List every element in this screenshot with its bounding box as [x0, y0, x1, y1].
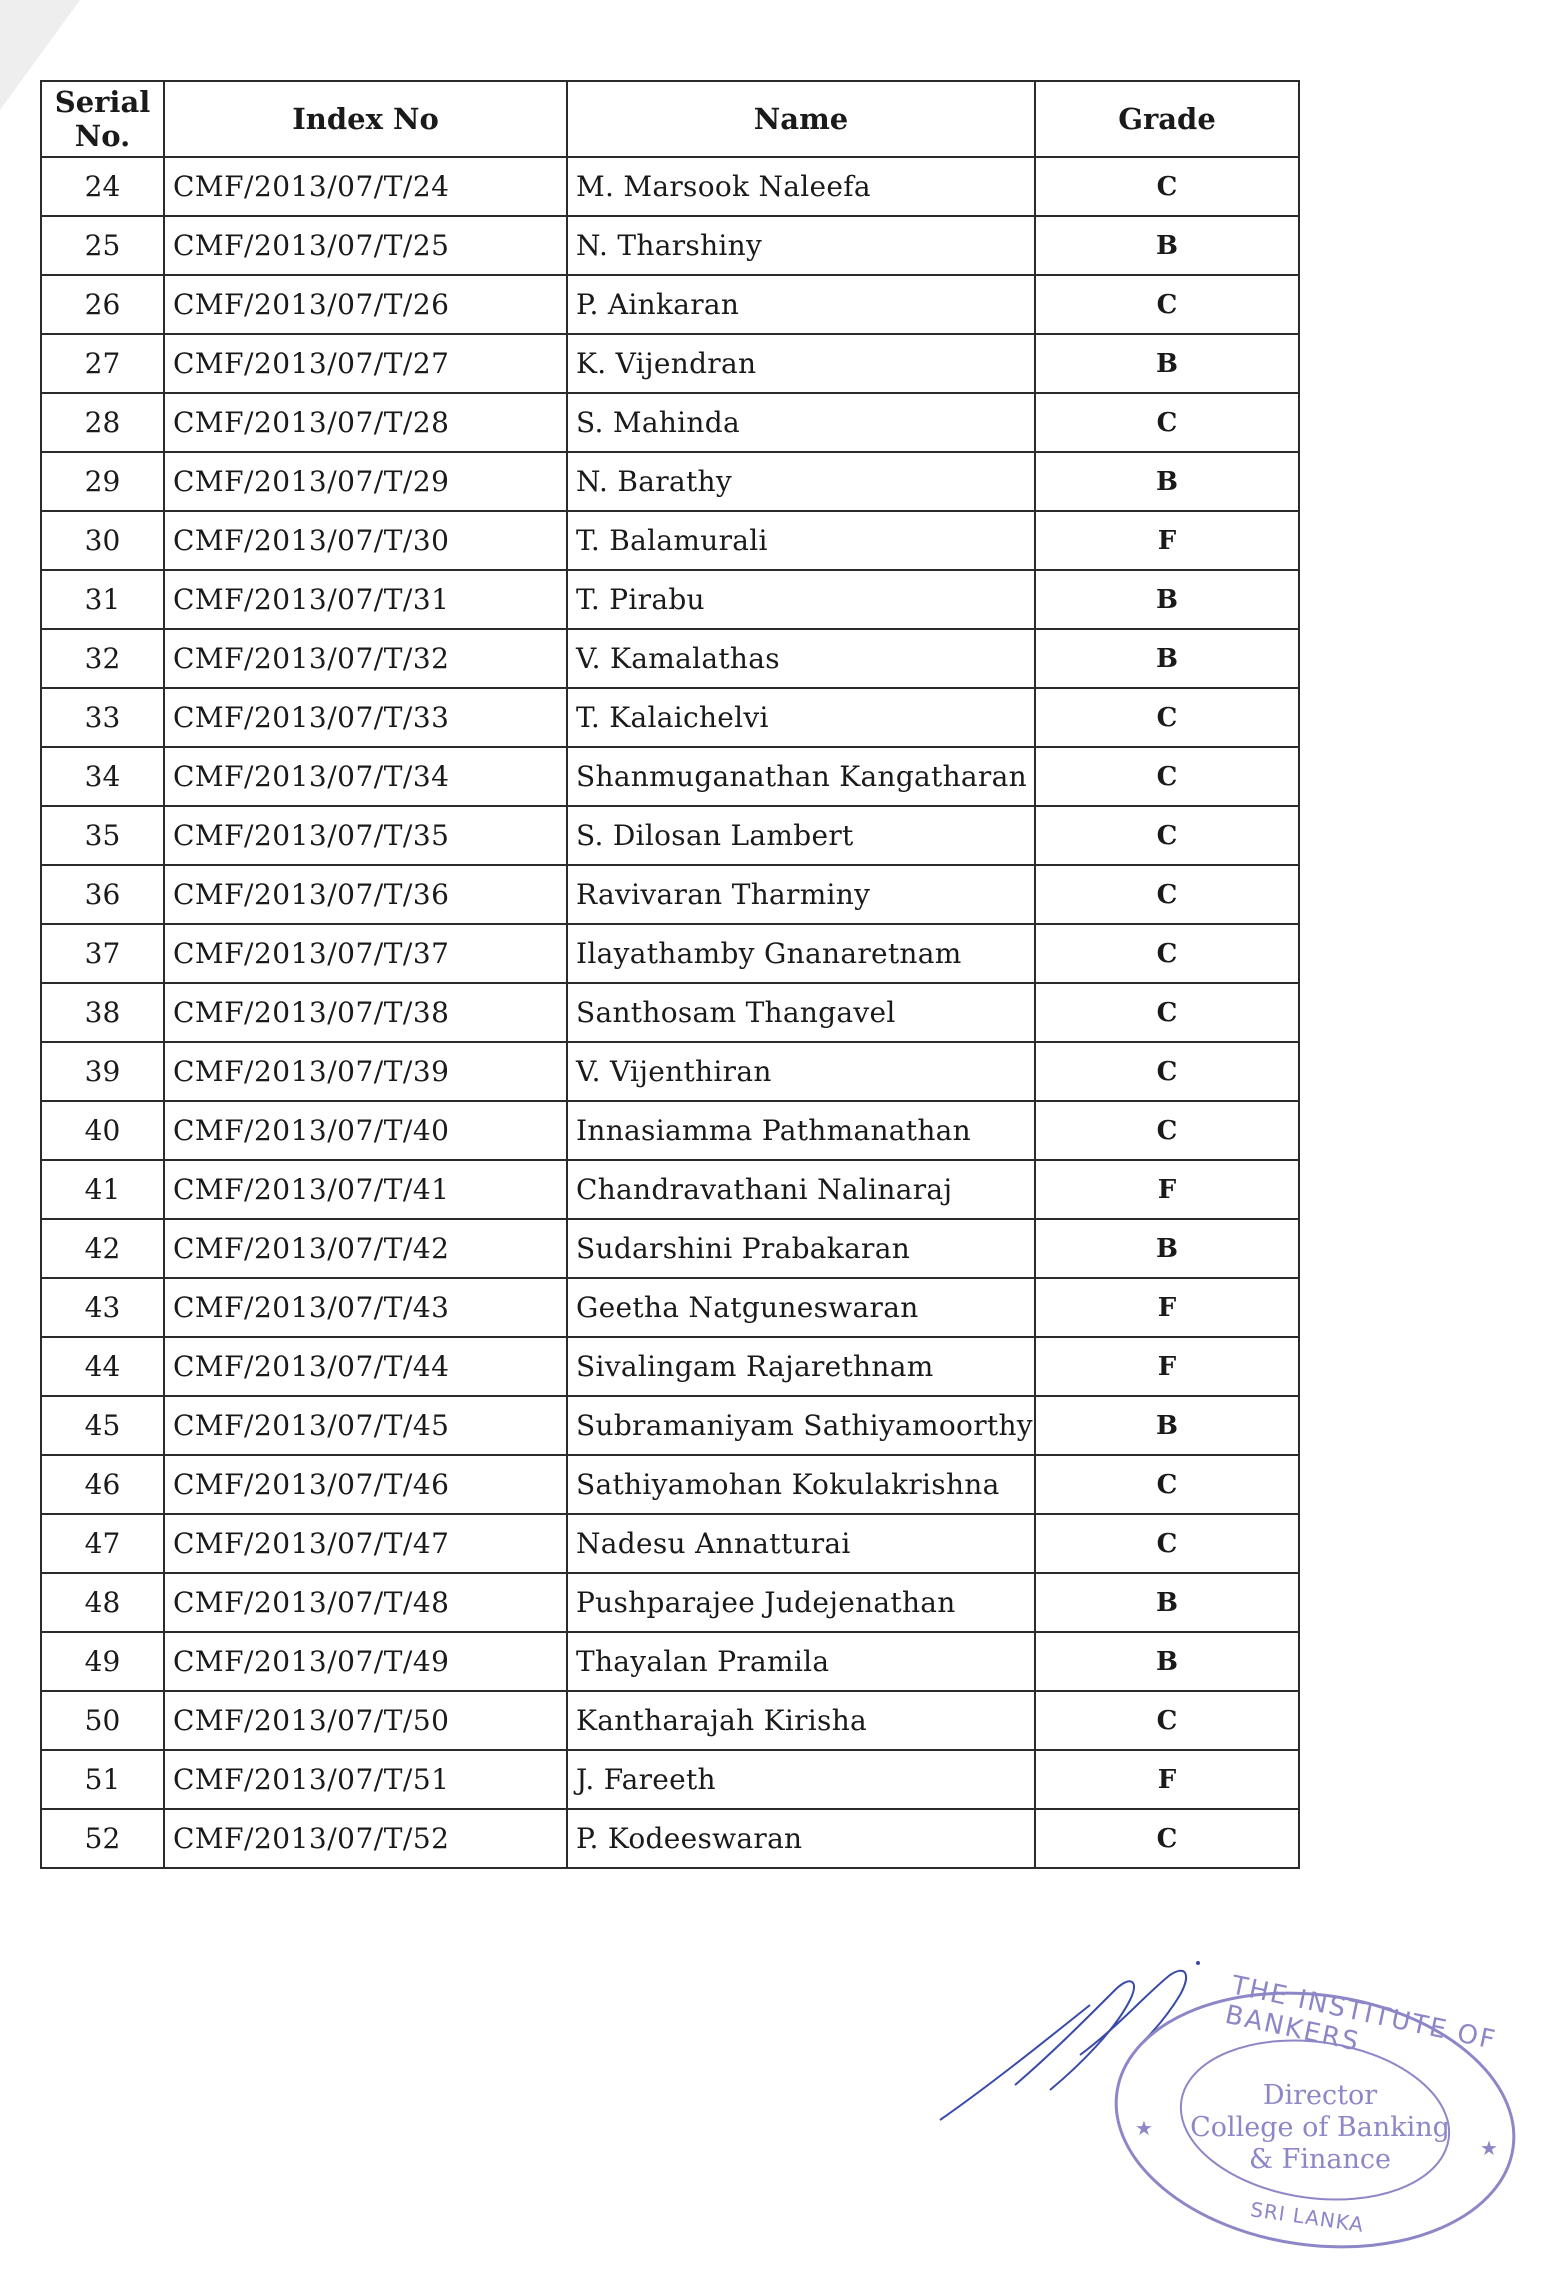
name-cell: V. Vijenthiran	[567, 1042, 1035, 1101]
table-row	[41, 629, 1299, 688]
name-cell: N. Barathy	[567, 452, 1035, 511]
serial-no-cell: 44	[41, 1337, 164, 1396]
grade-cell: B	[1035, 1219, 1299, 1278]
grade-results-table	[40, 80, 1300, 1869]
name-cell: Ilayathamby Gnanaretnam	[567, 924, 1035, 983]
table-row	[41, 747, 1299, 806]
index-no-cell: CMF/2013/07/T/46	[164, 1455, 567, 1514]
table-row	[41, 1278, 1299, 1337]
table-row	[41, 1691, 1299, 1750]
index-no-cell: CMF/2013/07/T/33	[164, 688, 567, 747]
grade-cell: B	[1035, 629, 1299, 688]
serial-no-cell: 47	[41, 1514, 164, 1573]
serial-no-cell: 43	[41, 1278, 164, 1337]
table-row	[41, 511, 1299, 570]
index-no-cell: CMF/2013/07/T/38	[164, 983, 567, 1042]
name-cell: Ravivaran Tharminy	[567, 865, 1035, 924]
stamp-outer-bottom-text: SRI LANKA	[1248, 2197, 1366, 2237]
name-cell: M. Marsook Naleefa	[567, 157, 1035, 216]
stamp-inner-text	[1190, 2080, 1450, 2176]
serial-no-cell: 41	[41, 1160, 164, 1219]
table-row	[41, 216, 1299, 275]
index-no-cell: CMF/2013/07/T/34	[164, 747, 567, 806]
name-cell: Nadesu Annatturai	[567, 1514, 1035, 1573]
table-row	[41, 1573, 1299, 1632]
index-no-cell: CMF/2013/07/T/36	[164, 865, 567, 924]
name-cell: Sathiyamohan Kokulakrishna	[567, 1455, 1035, 1514]
grade-cell: C	[1035, 1042, 1299, 1101]
serial-no-cell: 39	[41, 1042, 164, 1101]
grade-cell: B	[1035, 334, 1299, 393]
header-serial-no: Serial No.	[41, 81, 164, 157]
serial-no-cell: 24	[41, 157, 164, 216]
grade-cell: C	[1035, 1455, 1299, 1514]
stamp-outer-top-text: THE INSTITUTE OF BANKERS	[1222, 1970, 1500, 2058]
name-cell: Santhosam Thangavel	[567, 983, 1035, 1042]
grade-cell: F	[1035, 511, 1299, 570]
serial-no-cell: 26	[41, 275, 164, 334]
serial-no-cell: 36	[41, 865, 164, 924]
index-no-cell: CMF/2013/07/T/40	[164, 1101, 567, 1160]
serial-no-cell: 48	[41, 1573, 164, 1632]
table-row	[41, 806, 1299, 865]
grade-cell: B	[1035, 216, 1299, 275]
header-grade: Grade	[1035, 81, 1299, 157]
table-row	[41, 570, 1299, 629]
grade-cell: C	[1035, 865, 1299, 924]
grade-cell: C	[1035, 688, 1299, 747]
name-cell: P. Ainkaran	[567, 275, 1035, 334]
index-no-cell: CMF/2013/07/T/29	[164, 452, 567, 511]
index-no-cell: CMF/2013/07/T/47	[164, 1514, 567, 1573]
name-cell: Pushparajee Judejenathan	[567, 1573, 1035, 1632]
grade-cell: C	[1035, 1809, 1299, 1868]
table-row	[41, 1337, 1299, 1396]
grade-cell: C	[1035, 393, 1299, 452]
name-cell: V. Kamalathas	[567, 629, 1035, 688]
name-cell: T. Kalaichelvi	[567, 688, 1035, 747]
index-no-cell: CMF/2013/07/T/27	[164, 334, 567, 393]
svg-text:★: ★	[1135, 2116, 1153, 2140]
index-no-cell: CMF/2013/07/T/49	[164, 1632, 567, 1691]
grade-cell: B	[1035, 1396, 1299, 1455]
grade-cell: C	[1035, 806, 1299, 865]
serial-no-cell: 46	[41, 1455, 164, 1514]
name-cell: T. Balamurali	[567, 511, 1035, 570]
stamp-line-finance: & Finance	[1249, 2144, 1391, 2175]
name-cell: S. Dilosan Lambert	[567, 806, 1035, 865]
index-no-cell: CMF/2013/07/T/28	[164, 393, 567, 452]
name-cell: P. Kodeeswaran	[567, 1809, 1035, 1868]
header-name: Name	[567, 81, 1035, 157]
table-row	[41, 452, 1299, 511]
name-cell: Geetha Natguneswaran	[567, 1278, 1035, 1337]
grade-cell: C	[1035, 157, 1299, 216]
name-cell: Chandravathani Nalinaraj	[567, 1160, 1035, 1219]
table-row	[41, 1750, 1299, 1809]
name-cell: Sivalingam Rajarethnam	[567, 1337, 1035, 1396]
index-no-cell: CMF/2013/07/T/32	[164, 629, 567, 688]
grade-cell: B	[1035, 570, 1299, 629]
grade-cell: F	[1035, 1750, 1299, 1809]
table-row	[41, 1632, 1299, 1691]
header-index-no: Index No	[164, 81, 567, 157]
name-cell: S. Mahinda	[567, 393, 1035, 452]
name-cell: Thayalan Pramila	[567, 1632, 1035, 1691]
index-no-cell: CMF/2013/07/T/50	[164, 1691, 567, 1750]
serial-no-cell: 35	[41, 806, 164, 865]
index-no-cell: CMF/2013/07/T/30	[164, 511, 567, 570]
grade-cell: C	[1035, 1514, 1299, 1573]
table-row	[41, 334, 1299, 393]
table-row	[41, 275, 1299, 334]
svg-text:★: ★	[1480, 2136, 1498, 2160]
table-row	[41, 1809, 1299, 1868]
serial-no-cell: 38	[41, 983, 164, 1042]
index-no-cell: CMF/2013/07/T/24	[164, 157, 567, 216]
table-row	[41, 1219, 1299, 1278]
serial-no-cell: 50	[41, 1691, 164, 1750]
index-no-cell: CMF/2013/07/T/39	[164, 1042, 567, 1101]
table-row	[41, 1455, 1299, 1514]
index-no-cell: CMF/2013/07/T/44	[164, 1337, 567, 1396]
table-row	[41, 393, 1299, 452]
grade-cell: F	[1035, 1278, 1299, 1337]
serial-no-cell: 32	[41, 629, 164, 688]
serial-no-cell: 30	[41, 511, 164, 570]
index-no-cell: CMF/2013/07/T/45	[164, 1396, 567, 1455]
grade-cell: C	[1035, 747, 1299, 806]
index-no-cell: CMF/2013/07/T/25	[164, 216, 567, 275]
serial-no-cell: 40	[41, 1101, 164, 1160]
index-no-cell: CMF/2013/07/T/41	[164, 1160, 567, 1219]
index-no-cell: CMF/2013/07/T/42	[164, 1219, 567, 1278]
serial-no-cell: 42	[41, 1219, 164, 1278]
index-no-cell: CMF/2013/07/T/35	[164, 806, 567, 865]
name-cell: Subramaniyam Sathiyamoorthy	[567, 1396, 1035, 1455]
serial-no-cell: 31	[41, 570, 164, 629]
table-header-row	[41, 81, 1299, 157]
name-cell: N. Tharshiny	[567, 216, 1035, 275]
table-row	[41, 865, 1299, 924]
serial-no-cell: 29	[41, 452, 164, 511]
serial-no-cell: 28	[41, 393, 164, 452]
table-row	[41, 1396, 1299, 1455]
name-cell: T. Pirabu	[567, 570, 1035, 629]
serial-no-cell: 51	[41, 1750, 164, 1809]
table-row	[41, 1101, 1299, 1160]
table-row	[41, 1514, 1299, 1573]
table-row	[41, 983, 1299, 1042]
table-row	[41, 1160, 1299, 1219]
name-cell: Shanmuganathan Kangatharan	[567, 747, 1035, 806]
name-cell: J. Fareeth	[567, 1750, 1035, 1809]
table-row	[41, 924, 1299, 983]
serial-no-cell: 37	[41, 924, 164, 983]
index-no-cell: CMF/2013/07/T/26	[164, 275, 567, 334]
name-cell: Innasiamma Pathmanathan	[567, 1101, 1035, 1160]
grade-cell: B	[1035, 1573, 1299, 1632]
serial-no-cell: 52	[41, 1809, 164, 1868]
grade-cell: B	[1035, 1632, 1299, 1691]
serial-no-cell: 33	[41, 688, 164, 747]
name-cell: K. Vijendran	[567, 334, 1035, 393]
stamp-line-director: Director	[1262, 2080, 1378, 2111]
index-no-cell: CMF/2013/07/T/48	[164, 1573, 567, 1632]
grade-cell: F	[1035, 1337, 1299, 1396]
index-no-cell: CMF/2013/07/T/43	[164, 1278, 567, 1337]
grade-cell: C	[1035, 983, 1299, 1042]
serial-no-cell: 34	[41, 747, 164, 806]
table-row	[41, 1042, 1299, 1101]
grade-cell: C	[1035, 1101, 1299, 1160]
grade-cell: F	[1035, 1160, 1299, 1219]
serial-no-cell: 25	[41, 216, 164, 275]
name-cell: Kantharajah Kirisha	[567, 1691, 1035, 1750]
index-no-cell: CMF/2013/07/T/31	[164, 570, 567, 629]
index-no-cell: CMF/2013/07/T/37	[164, 924, 567, 983]
grade-cell: B	[1035, 452, 1299, 511]
serial-no-cell: 27	[41, 334, 164, 393]
table-row	[41, 688, 1299, 747]
table-row	[41, 157, 1299, 216]
index-no-cell: CMF/2013/07/T/51	[164, 1750, 567, 1809]
serial-no-cell: 49	[41, 1632, 164, 1691]
grade-cell: C	[1035, 1691, 1299, 1750]
name-cell: Sudarshini Prabakaran	[567, 1219, 1035, 1278]
stamp-line-college: College of Banking	[1190, 2112, 1450, 2143]
grade-cell: C	[1035, 275, 1299, 334]
index-no-cell: CMF/2013/07/T/52	[164, 1809, 567, 1868]
table-body	[41, 157, 1299, 1868]
grade-cell: C	[1035, 924, 1299, 983]
serial-no-cell: 45	[41, 1396, 164, 1455]
